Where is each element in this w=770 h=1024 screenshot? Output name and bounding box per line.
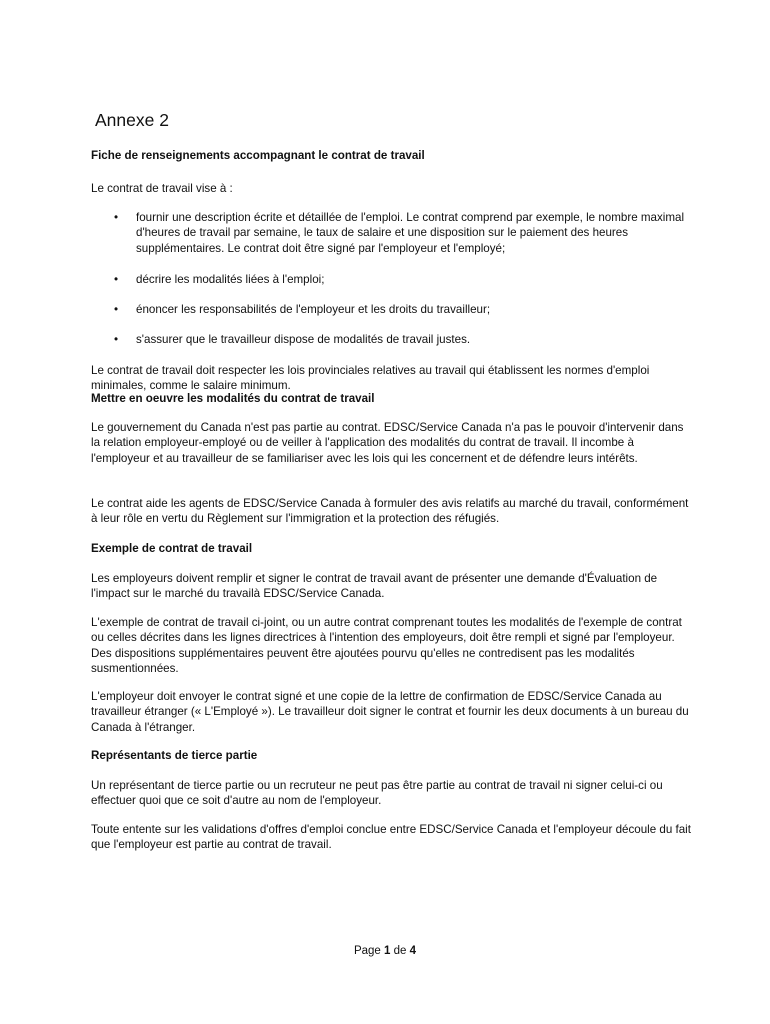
government-paragraph: Le gouvernement du Canada n'est pas partie au contrat. EDSC/Service Canada n'a pas le pouvoir d'intervenir dans la relation employeur-employé ou de veiller à l'application des modalités du contrat de travail. Il incombe à l'employeur et au travailleur de se familiariser avec les lois qui les concernent et de défendre leurs intérêts. xyxy=(91,421,684,465)
agents-paragraph: Le contrat aide les agents de EDSC/Service Canada à formuler des avis relatifs au marché du travail, conformément à leur rôle en vertu du Règlement sur l'immigration et la protection des réfugiés. xyxy=(91,497,689,526)
total-pages-number: 4 xyxy=(409,945,417,957)
send-paragraph: L'employeur doit envoyer le contrat signé et une copie de la lettre de confirmation de EDSC/Service Canada au travailleur étranger (« L'Employé »). Le travailleur doit signer le contrat et fournir les deux documents à un bureau du Canada à l'étranger. xyxy=(91,690,689,734)
list-item-text: décrire les modalités liées à l'emploi; xyxy=(136,273,325,286)
bullet-icon: • xyxy=(114,303,119,316)
list-item xyxy=(91,302,691,317)
page-label: Page xyxy=(353,945,381,957)
employers-paragraph: Les employeurs doivent remplir et signer le contrat de travail avant de présenter une demande d'Évaluation de l'impact sur le marché du travailà EDSC/Service Canada. xyxy=(91,572,658,601)
bullet-icon: • xyxy=(114,273,119,286)
implement-heading: Mettre en oeuvre les modalités du contrat de travail xyxy=(91,392,375,405)
page-of-label: de xyxy=(393,945,407,957)
agreement-paragraph: Toute entente sur les validations d'offres d'emploi conclue entre EDSC/Service Canada et l'employeur découle du fait que l'employeur est partie au contrat de travail. xyxy=(91,823,691,852)
example-paragraph: L'exemple de contrat de travail ci-joint, ou un autre contrat comprenant toutes les modalités de l'exemple de contrat ou celles décrites dans les lignes directrices à l'intention des employeurs, doit être rempli et signé par l'employeur. Des dispositions supplémentaires peuvent être ajoutées pourvu qu'elles ne contredisent pas les modalités susmentionnées. xyxy=(91,616,682,676)
list-item xyxy=(91,332,691,347)
example-heading: Exemple de contrat de travail xyxy=(91,542,253,555)
third-party-paragraph: Un représentant de tierce partie ou un recruteur ne peut pas être partie au contrat de travail ni signer celui-ci ou effectuer quoi que ce soit d'autre au nom de l'employeur. xyxy=(91,779,663,808)
sheet-title: Fiche de renseignements accompagnant le contrat de travail xyxy=(91,149,425,162)
current-page-number: 1 xyxy=(384,945,391,957)
list-item-text: énoncer les responsabilités de l'employeur et les droits du travailleur; xyxy=(136,303,491,316)
list-item-text: fournir une description écrite et détaillée de l'emploi. Le contrat comprend par exemple, le nombre maximal d'heures de travail par semaine, le taux de salaire et une disposition sur le paiement des heures supplémentaires. Le contrat doit être signé par l'employeur et l'employé; xyxy=(136,211,685,255)
page-footer xyxy=(0,945,770,957)
bullet-icon: • xyxy=(114,333,119,346)
intro-text: Le contrat de travail vise à : xyxy=(91,182,233,195)
provincial-laws-paragraph: Le contrat de travail doit respecter les lois provinciales relatives au travail qui établissent les normes d'emploi minimales, comme le salaire minimum. xyxy=(91,364,650,393)
list-item-text: s'assurer que le travailleur dispose de modalités de travail justes. xyxy=(136,333,471,346)
third-party-heading: Représentants de tierce partie xyxy=(91,749,258,762)
annex-title: Annexe 2 xyxy=(95,110,169,130)
list-item xyxy=(91,210,691,256)
list-item xyxy=(91,272,691,287)
bullet-icon: • xyxy=(114,211,119,224)
